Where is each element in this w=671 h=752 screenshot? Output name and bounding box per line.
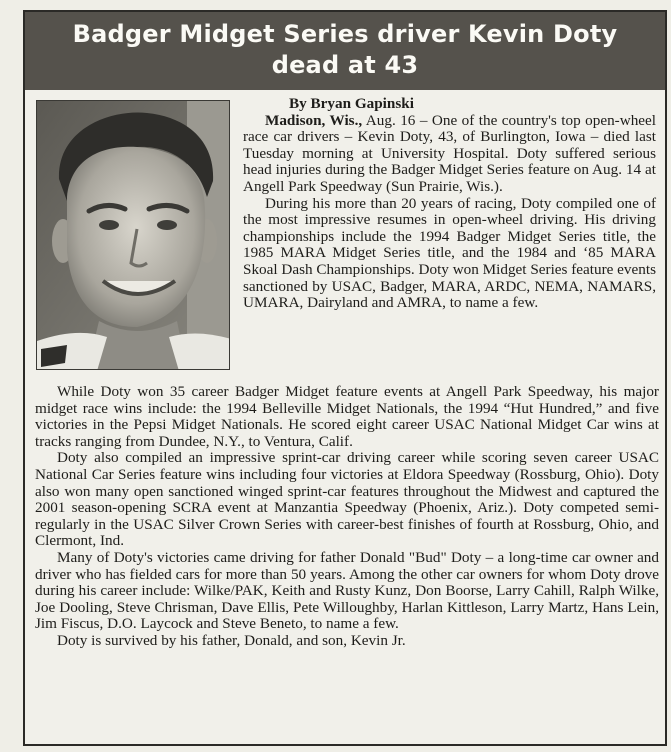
paragraph-2: During his more than 20 years of racing, Doty compiled one of the most impressive resumes in open-wheel driving. His driving championships include the 1994 Badger Midget Series title, the 1985 MARA Midget Series title, and the 1984 and ‘85 MARA Skoal Dash Championships. Doty won Midget Series feature events sanctioned by USAC, Badger, MARA, ARDC, NEMA, NAMARS, UMARA, Dairyland and AMRA, to name a few.	[243, 194, 656, 312]
paragraph-6: Doty is survived by his father, Donald, and son, Kevin Jr.	[57, 631, 406, 649]
paragraph-1-text: Aug. 16 – One of the country's top open-wheel race car drivers – Kevin Doty, 43, of Burlington, Iowa – died last Tuesday morning at University Hospital. Doty suffered serious head injuries during the Badger Midget Series feature on Aug. 14 at Angell Park Speedway (Sun Prairie, Wis.).	[243, 111, 656, 195]
full-width-column	[35, 384, 659, 650]
column-beside-photo	[243, 96, 656, 312]
paragraph-3: While Doty won 35 career Badger Midget feature events at Angell Park Speedway, his major midget race wins include: the 1994 Belleville Midget Nationals, the 1994 “Hut Hundred,” and five victories in the Pepsi Midget Nationals. He scored eight career USAC National Midget Car wins at tracks ranging from Dundee, N.Y., to Ventura, Calif.	[35, 383, 659, 450]
paragraph-1	[243, 113, 656, 196]
article-dateline: Madison, Wis.,	[265, 111, 363, 129]
article-frame	[23, 10, 667, 746]
headline-line-2: dead at 43	[271, 51, 419, 79]
article-byline: By Bryan Gapinski	[289, 95, 414, 112]
headline-line-1: Badger Midget Series driver Kevin Doty	[72, 20, 618, 48]
article-body	[25, 12, 665, 742]
paragraph-4: Doty also compiled an impressive sprint-car driving career while scoring seven career USAC National Car Series feature wins including four victories at Eldora Speedway (Rossburg, Ohio). Doty also won many open sanctioned winged sprint-car features throughout the Midwest and captured the 2001 season-opening SCRA event at Manzantia Speedway (Phoenix, Ariz.). Doty competed semi-regularly in the USAC Silver Crown Series with career-best finishes of fourth at Rossburg, Ohio, and Clermont, Ind.	[35, 449, 659, 550]
paragraph-5: Many of Doty's victories came driving for father Donald "Bud" Doty – a long-time car owner and driver who has fielded cars for more than 50 years. Among the other car owners for whom Doty drove during his career include: Wilke/PAK, Keith and Rusty Kunz, Don Boorse, Larry Cahill, Ralph Wilke, Joe Dooling, Steve Chrisman, Dave Ellis, Pete Willoughby, Harlan Kittleson, Larry Martz, Hans Lein, Jim Fiscus, D.O. Laycock and Steve Beneto, to name a few.	[35, 548, 659, 633]
